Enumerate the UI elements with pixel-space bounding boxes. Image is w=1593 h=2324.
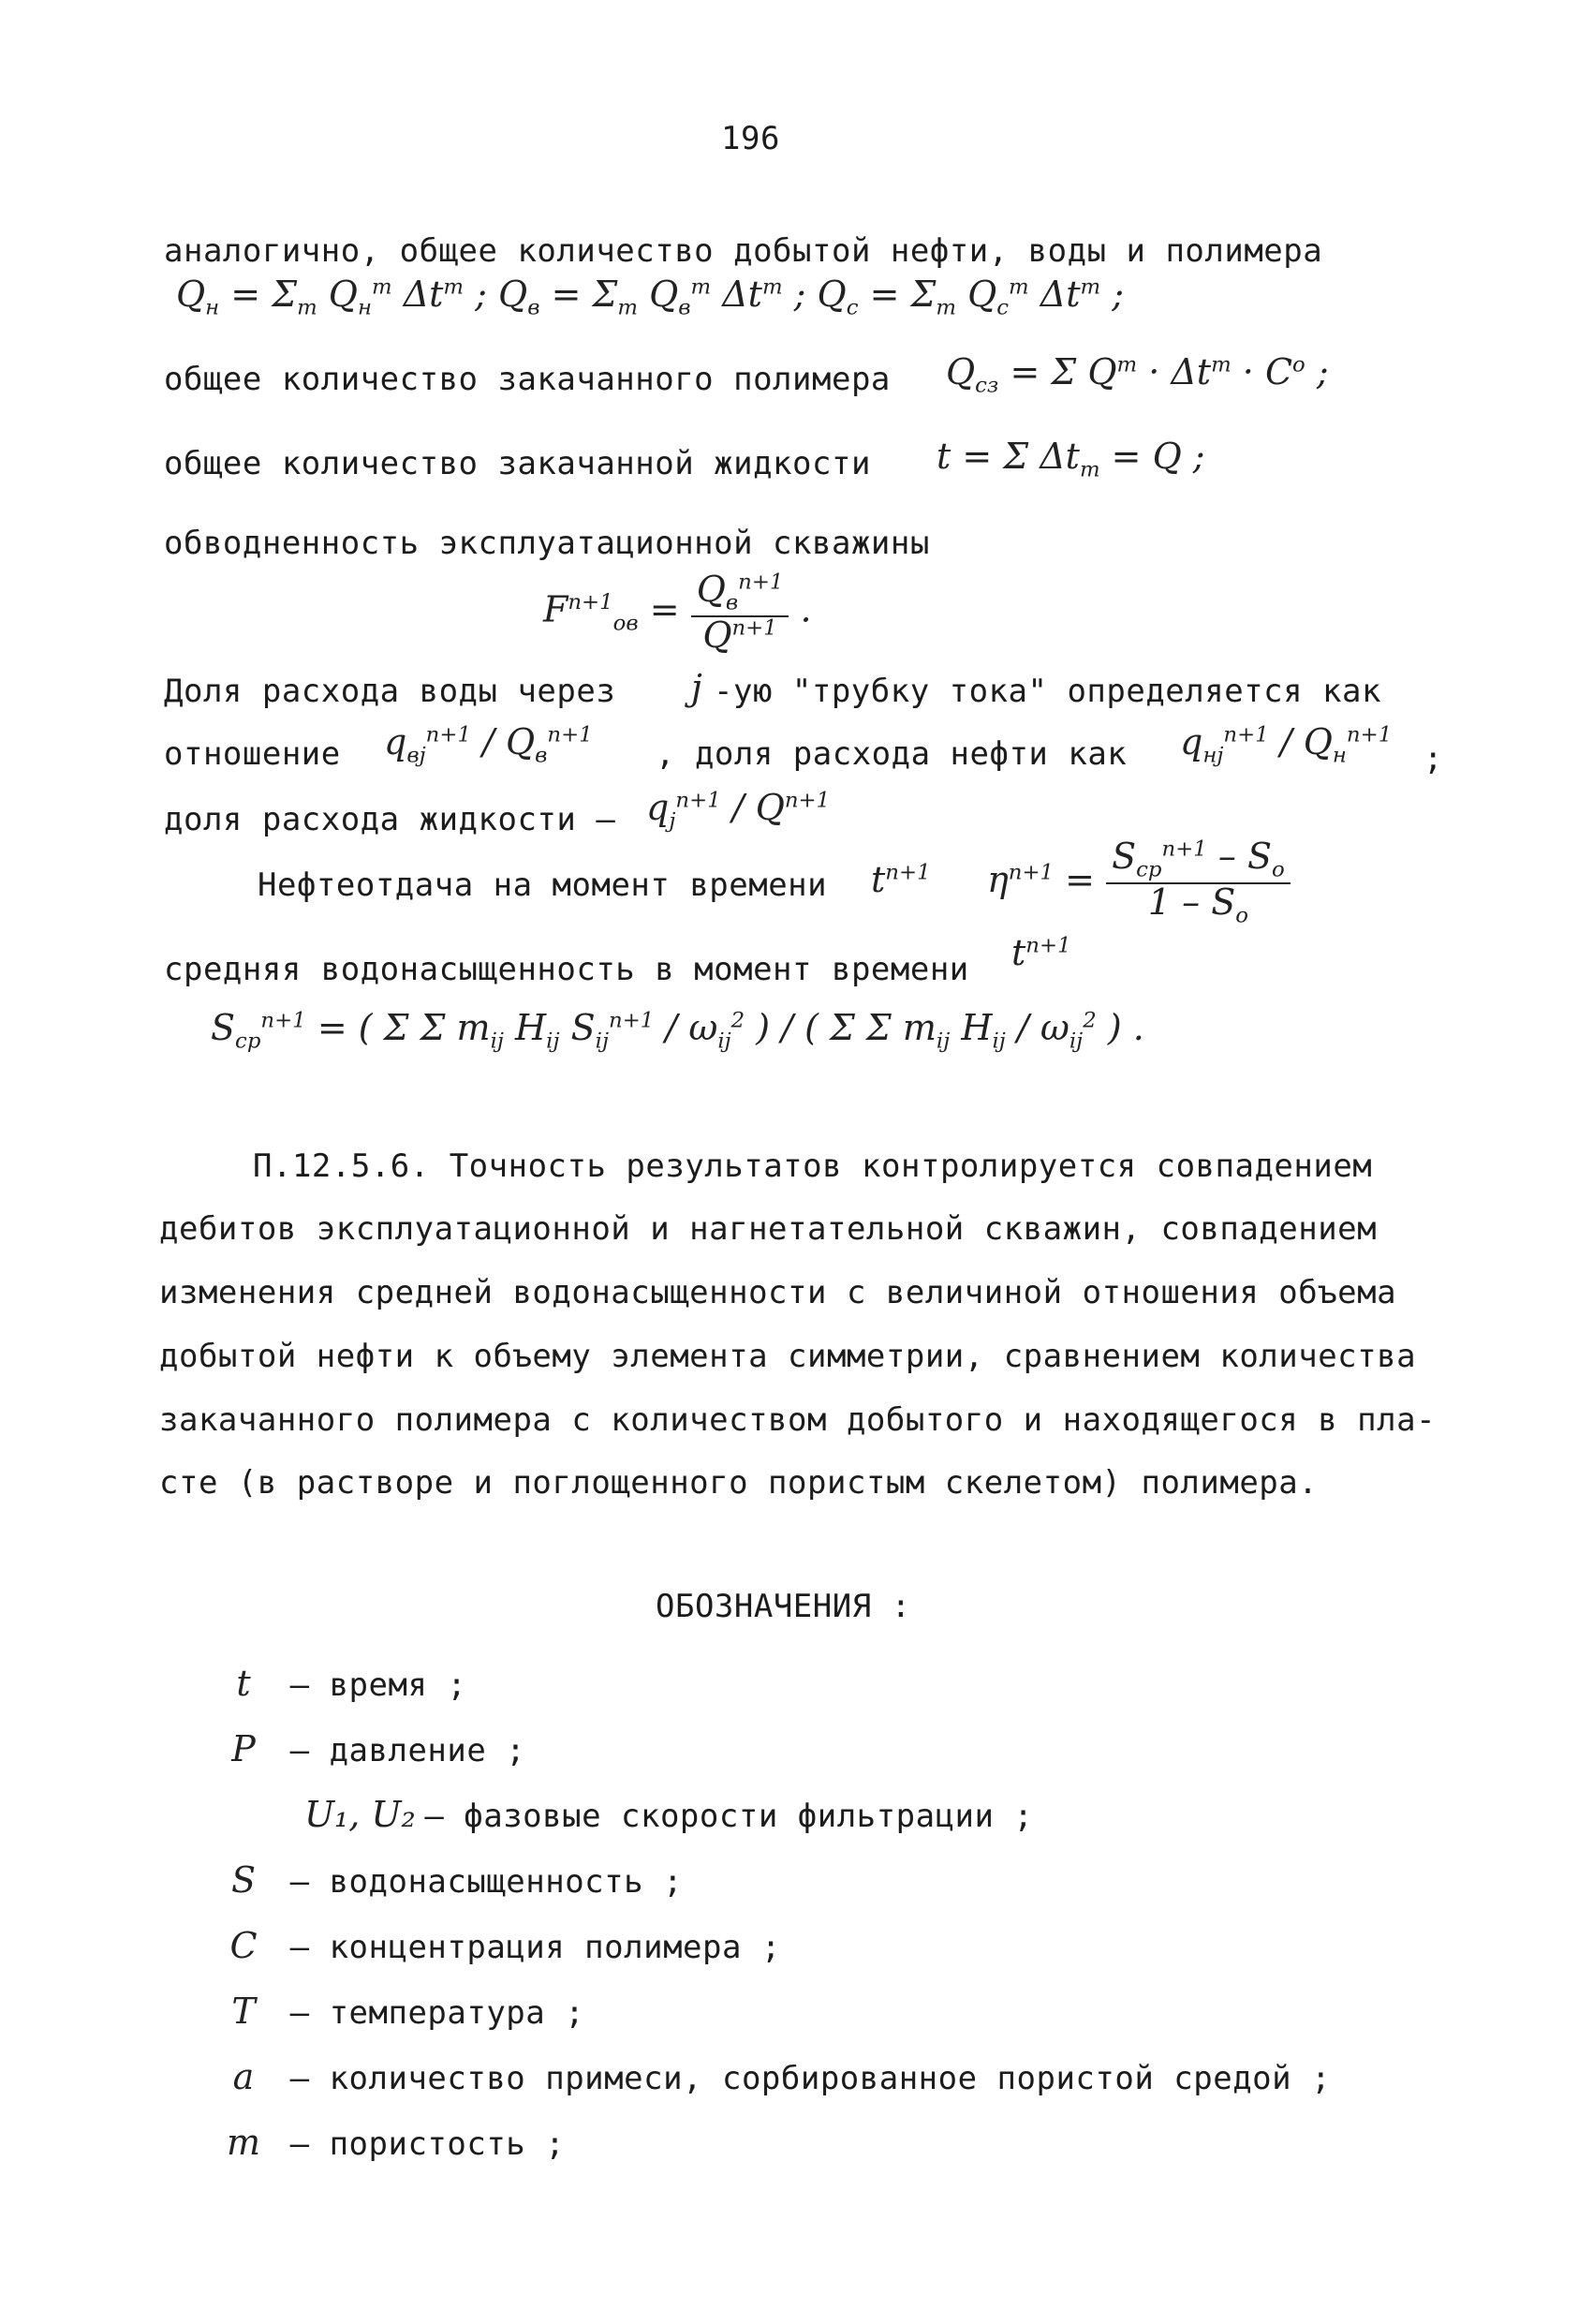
- notation-symbol: T: [231, 1991, 256, 2032]
- text-line: общее количество закачанной жидкости: [164, 445, 871, 482]
- page-number: 196: [721, 120, 780, 157]
- paragraph-line: дебитов эксплуатационной и нагнетательной скважин, совпадением: [159, 1210, 1378, 1248]
- text-line: Нефтеотдача на момент времени: [258, 866, 828, 904]
- notation-item: [206, 1859, 683, 1901]
- formula-fluid-share: $q_j^{n+1} / Q^{n+1}$: [646, 787, 831, 834]
- paragraph-line: закачанного полимера с количеством добытого и находящегося в пла-: [159, 1401, 1437, 1439]
- paragraph-line: П.12.5.6. Точность результатов контролируется совпадением: [253, 1147, 1373, 1185]
- notation-text: – пористость ;: [289, 2125, 566, 2163]
- formula-fluid-injected: t = Σ $\Delta t_m = Q$ ;: [937, 436, 1205, 482]
- text-line: Доля расхода воды через: [164, 673, 616, 710]
- formula-polymer-injected: $Q_{cз} = \Sigma$ $Q^m \cdot \Delta t^m \cdot C^o$ ;: [946, 351, 1329, 398]
- formula-avg-saturation: $S_{cp}^{n+1}$ = ( Σ Σ $m_{ij}$ $H_{ij}$ $S_{ij}^{n+1} / \omega_{ij}^2$ ) / ( Σ Σ $m_{ij}$ $H_{ij} / \omega_{ij}^2$ ) .: [211, 1007, 1144, 1054]
- text-line: аналогично, общее количество добытой нефти, воды и полимера: [164, 232, 1323, 270]
- notation-symbol: P: [231, 1728, 256, 1769]
- paragraph-line: добытой нефти к объему элемента симметрии, сравнением количества: [159, 1338, 1417, 1375]
- notation-item: [206, 1728, 525, 1769]
- notation-item: [206, 1663, 466, 1704]
- punct: ;: [1423, 740, 1443, 777]
- formula-j: j: [691, 667, 702, 708]
- text-line: общее количество закачанного полимера: [164, 361, 891, 398]
- notation-text: – температура ;: [289, 1994, 585, 2032]
- formula-oil-share: $q_{нj}^{n+1} / Q_н^{n+1}$: [1180, 721, 1393, 768]
- notation-item: [206, 1991, 584, 2032]
- notation-symbol: S: [230, 1859, 257, 1901]
- text-line: -ую "трубку тока" определяется как: [714, 673, 1381, 710]
- text-line: , доля расхода нефти как: [656, 735, 1128, 773]
- notation-symbol: m: [226, 2122, 261, 2163]
- notation-item: [304, 1794, 1033, 1835]
- notation-symbol: C: [229, 1925, 258, 1966]
- notation-symbol: a: [232, 2056, 255, 2097]
- notation-item: [206, 2056, 1331, 2097]
- paragraph-line: изменения средней водонасыщенности с величиной отношения объема: [159, 1274, 1397, 1311]
- text-line: средняя водонасыщенность в момент времени: [164, 951, 969, 988]
- notation-text: – концентрация полимера ;: [289, 1929, 781, 1966]
- formula-water-share: $q_{вj}^{n+1} / Q_в^{n+1}$: [384, 721, 593, 768]
- notation-text: – время ;: [289, 1666, 467, 1704]
- notation-text: – давление ;: [289, 1732, 526, 1769]
- notation-item: [206, 1925, 781, 1966]
- text-line: доля расхода жидкости –: [164, 801, 616, 838]
- formula-totals: $Q_н = \Sigma_m$ $Q_н^m$ $\Delta t^m$ ; $Q_в = \Sigma_m$ $Q_в^m$ $\Delta t^m$ ; $Q_c = \Sigma_m$ $Q_c^m$ $\Delta t^m$ ;: [176, 274, 1125, 320]
- formula-t: $t^{n+1}$: [1011, 932, 1071, 973]
- notation-text: – фазовые скорости фильтрации ;: [424, 1798, 1034, 1835]
- notation-item: [206, 2122, 565, 2163]
- text-line: обводненность эксплуатационной скважины: [164, 525, 930, 562]
- paragraph-line: сте (в растворе и поглощенного пористым скелетом) полимера.: [159, 1464, 1319, 1502]
- notation-text: – водонасыщенность ;: [289, 1863, 684, 1901]
- notation-text: – количество примеси, сорбированное пористой средой ;: [289, 2060, 1332, 2097]
- notation-symbol: U₁, U₂: [304, 1794, 416, 1835]
- notation-title: ОБОЗНАЧЕНИЯ :: [656, 1588, 911, 1625]
- text-line: отношение: [164, 735, 341, 773]
- formula-water-cut: $F^{n+1}_{ов}$ = $\frac{Q_в^{n+1}}{Q^{n+1}}$ .: [543, 569, 812, 656]
- notation-symbol: t: [236, 1663, 251, 1704]
- formula-recovery: $t^{n+1}$ $\eta^{n+1}$ = $\frac{S_{cp}^{n+1} - S_o}{1 - S_o}$: [871, 838, 1291, 927]
